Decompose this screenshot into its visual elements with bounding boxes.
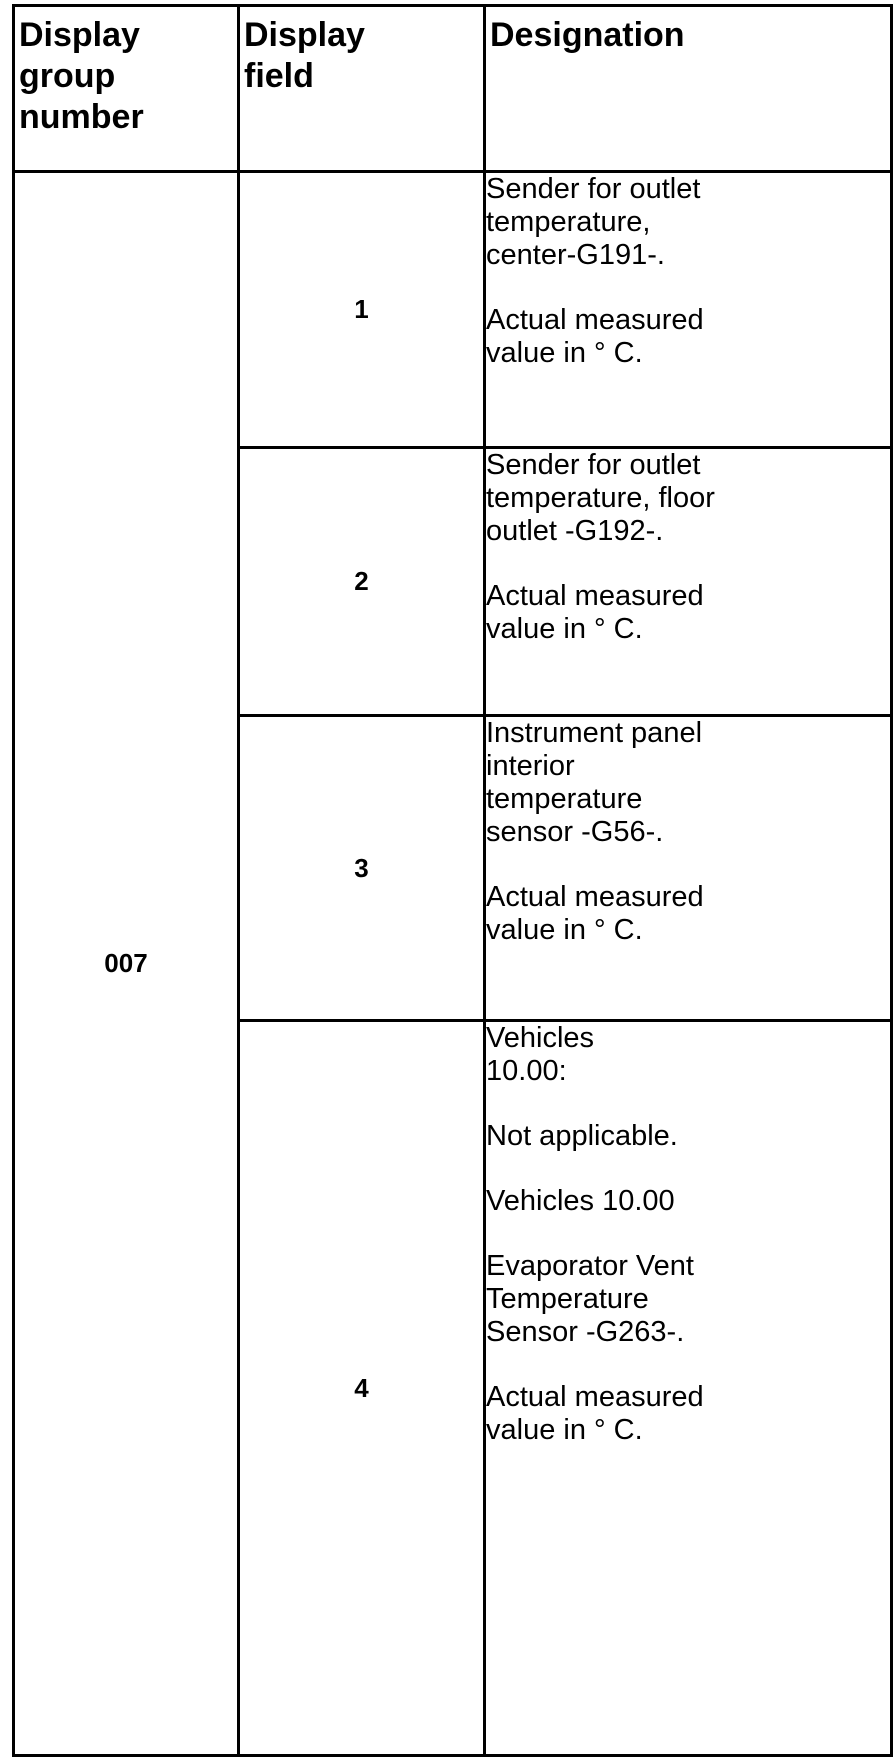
designation-text: Actual measured value in ° C. xyxy=(486,304,704,369)
display-group-table xyxy=(12,4,893,1757)
designation-text: Actual measured value in ° C. xyxy=(486,1381,704,1446)
display-field-cell: 1 xyxy=(239,172,485,448)
designation-cell xyxy=(485,716,892,1021)
header-row xyxy=(14,6,892,172)
header-display-field: Display field xyxy=(239,6,485,172)
display-field-cell: 3 xyxy=(239,716,485,1021)
display-field-cell: 4 xyxy=(239,1021,485,1756)
designation-cell xyxy=(485,448,892,716)
designation-text: Sender for outlet temperature, center-G191-. xyxy=(486,173,701,271)
designation-cell xyxy=(485,1021,892,1756)
designation-text: Actual measured value in ° C. xyxy=(486,881,704,946)
designation-text: Not applicable. xyxy=(486,1120,678,1152)
group-number-cell: 007 xyxy=(14,172,239,1756)
header-display-group-number: Display group number xyxy=(14,6,239,172)
designation-text: Vehicles 10.00 xyxy=(486,1185,675,1217)
designation-cell xyxy=(485,172,892,448)
table-row xyxy=(14,172,892,448)
designation-text: Actual measured value in ° C. xyxy=(486,580,704,645)
display-field-cell: 2 xyxy=(239,448,485,716)
designation-text: Vehicles 10.00: xyxy=(486,1022,595,1087)
designation-text: Sender for outlet temperature, floor outlet -G192-. xyxy=(486,449,715,547)
designation-text: Instrument panel interior temperature sensor -G56-. xyxy=(486,717,703,848)
designation-text: Evaporator Vent Temperature Sensor -G263-. xyxy=(486,1250,694,1348)
header-designation: Designation xyxy=(485,6,892,172)
